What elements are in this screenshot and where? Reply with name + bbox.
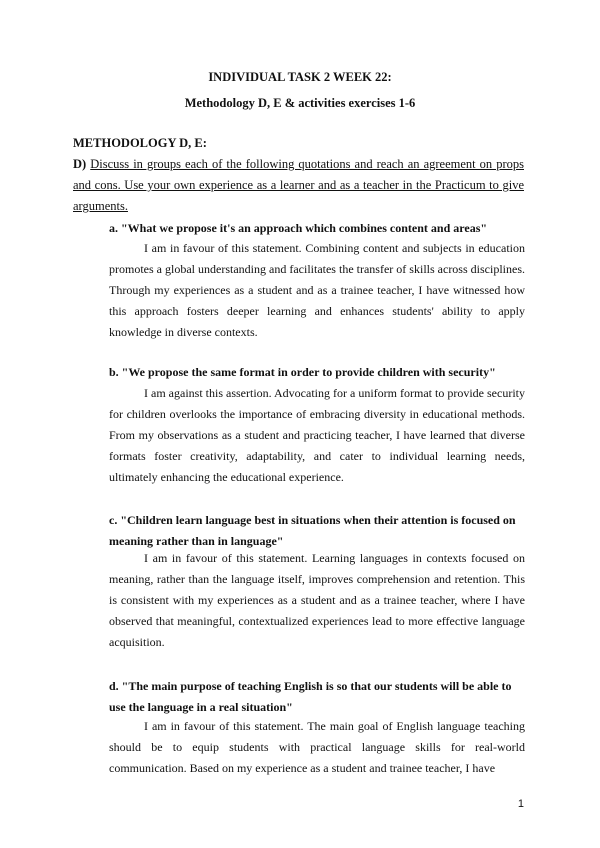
answer-d: I am in favour of this statement. The main goal of English language teaching should be to equip students with practical language skills for real-world communication. Based on my experience as a student and trainee teacher, I have bbox=[109, 719, 525, 775]
document-subtitle: Methodology D, E & activities exercises 1-6 bbox=[184, 96, 416, 110]
instruction-label: D) bbox=[73, 157, 87, 171]
instruction-text: Discuss in groups each of the following quotations and reach an agreement on props and cons. Use your own experience as a learner and as a teacher in the Practicum to give arguments. bbox=[73, 157, 524, 213]
quote-c: c. "Children learn language best in situations when their attention is focused on meaning rather than in language" bbox=[109, 513, 516, 548]
quote-a: a. "What we propose it's an approach which combines content and areas" bbox=[109, 221, 488, 235]
answer-a: I am in favour of this statement. Combining content and subjects in education promotes a global understanding and facilitates the transfer of skills across disciplines. Through my experiences as a student and as a trainee teacher, I have witnessed how this approach fosters deeper learning and enhances students' ability to apply knowledge in diverse contexts. bbox=[109, 241, 525, 339]
quote-d: d. "The main purpose of teaching English is so that our students will be able to use the language in a real situation" bbox=[109, 679, 512, 714]
answer-c: I am in favour of this statement. Learning languages in contexts focused on meaning, rather than the language itself, improves comprehension and retention. This is consistent with my experiences as a student and as a trainee teacher, where I have observed that meaningful, contextualized experiences lead to more effective language acquisition. bbox=[109, 551, 525, 649]
page-number: 1 bbox=[517, 798, 524, 810]
section-heading: METHODOLOGY D, E: bbox=[73, 136, 207, 150]
instruction-paragraph bbox=[73, 154, 524, 217]
answer-b: I am against this assertion. Advocating for a uniform format to provide security for children overlooks the importance of embracing diversity in educational methods. From my observations as a student and practicing teacher, I have learned that diverse formats foster creativity, adaptability, and cater to individual learning needs, ultimately enhancing the educational experience. bbox=[109, 386, 525, 484]
quote-b: b. "We propose the same format in order to provide children with security" bbox=[109, 365, 496, 379]
document-title: INDIVIDUAL TASK 2 WEEK 22: bbox=[208, 70, 392, 84]
